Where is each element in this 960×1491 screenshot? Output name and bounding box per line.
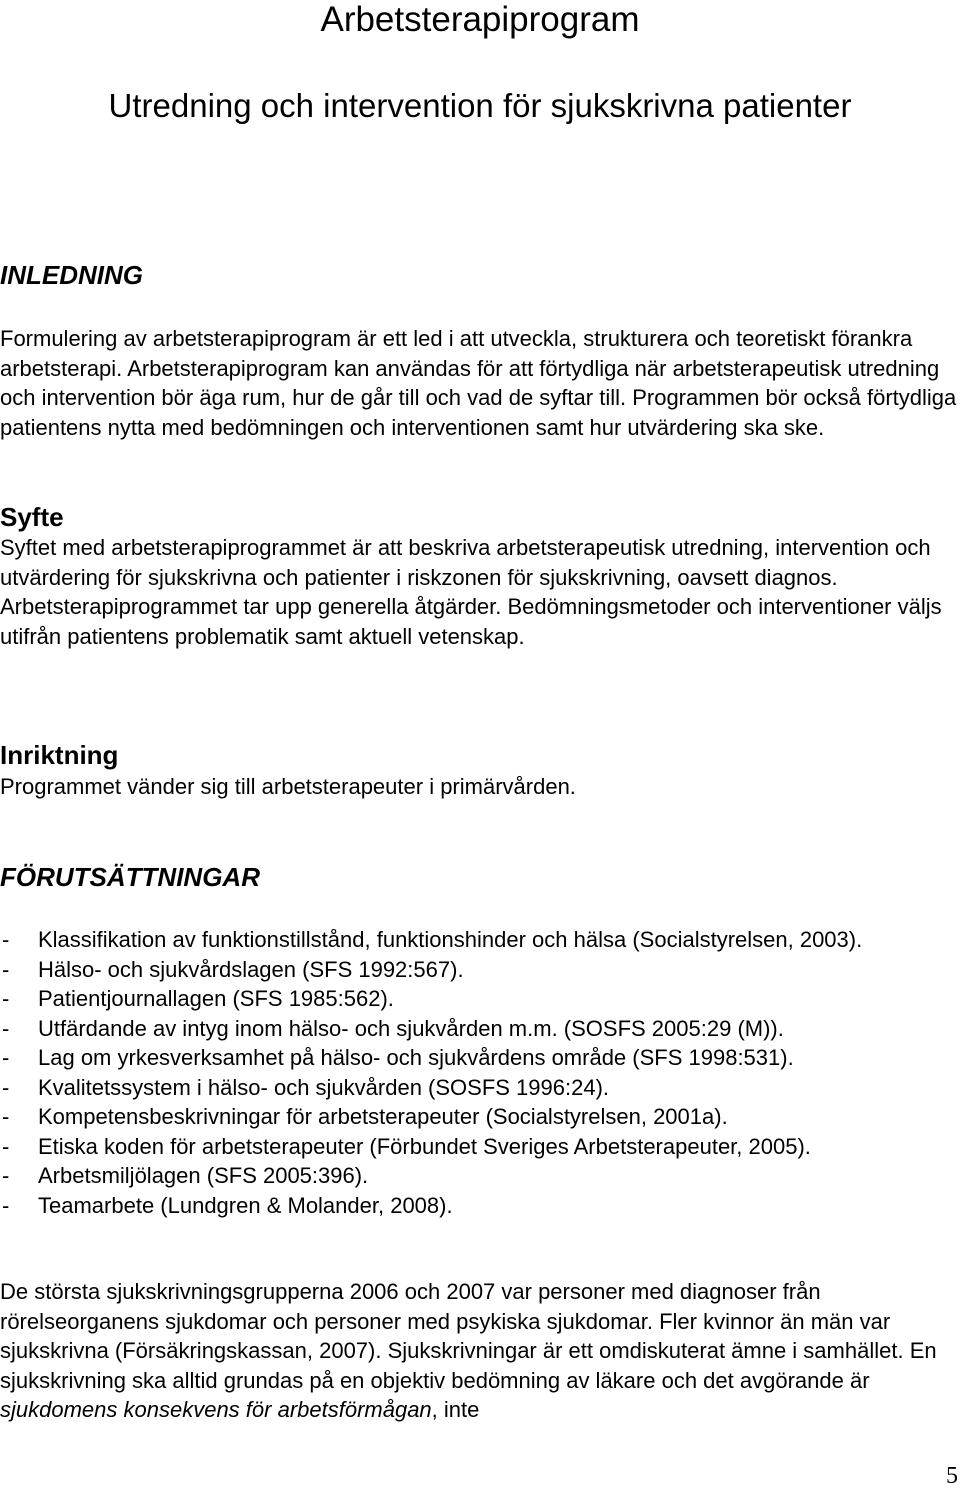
list-item	[0, 1102, 960, 1132]
list-item-text: Lag om yrkesverksamhet på hälso- och sjukvårdens område (SFS 1998:531).	[38, 1045, 794, 1070]
closing-text-start: De största sjukskrivningsgrupperna 2006 och 2007 var personer med diagnoser från rörelseorganens sjukdomar och personer med psykiska sjukdomar. Fler kvinnor än män var sjukskrivna (Försäkringskassan, 2007). Sjukskrivningar är ett omdiskuterat ämne i samhället. En sjukskrivning ska alltid grundas på en objektiv bedömning av läkare och det avgörande är	[0, 1279, 937, 1393]
list-item-text: Arbetsmiljölagen (SFS 2005:396).	[38, 1163, 369, 1188]
list-item-text: Teamarbete (Lundgren & Molander, 2008).	[38, 1192, 453, 1218]
page-number: 5	[946, 1463, 958, 1489]
list-dash: -	[2, 927, 10, 952]
heading-inriktning: Inriktning	[0, 740, 119, 770]
list-dash: -	[2, 1133, 10, 1159]
heading-syfte: Syfte	[0, 502, 64, 532]
forutsattningar-list	[0, 925, 960, 1220]
heading-forutsattningar: FÖRUTSÄTTNINGAR	[0, 862, 260, 892]
list-item	[0, 1073, 960, 1103]
paragraph-syfte: Syftet med arbetsterapiprogrammet är att beskriva arbetsterapeutisk utredning, intervention och utvärdering för sjukskrivna och patienter i riskzonen för sjukskrivning, oavsett diagnos. Arbetsterapiprogrammet tar upp generella åtgärder. Bedömningsmetoder och interventioner väljs utifrån patientens problematik samt aktuell vetenskap.	[0, 535, 942, 649]
list-item-text: Hälso- och sjukvårdslagen (SFS 1992:567).	[38, 956, 464, 982]
list-dash: -	[2, 1104, 10, 1129]
list-item	[0, 1191, 960, 1221]
list-dash: -	[2, 1192, 10, 1218]
list-item-text: Utfärdande av intyg inom hälso- och sjukvården m.m. (SOSFS 2005:29 (M)).	[38, 1015, 784, 1041]
list-dash: -	[2, 1163, 10, 1188]
page-title: Arbetsterapiprogram	[320, 0, 640, 39]
list-item	[0, 925, 960, 955]
list-item-text: Etiska koden för arbetsterapeuter (Förbundet Sveriges Arbetsterapeuter, 2005).	[38, 1133, 811, 1159]
closing-text-italic: sjukdomens konsekvens för arbetsförmågan	[0, 1397, 432, 1422]
list-item	[0, 984, 960, 1014]
list-item-text: Patientjournallagen (SFS 1985:562).	[38, 986, 394, 1011]
list-item-text: Kvalitetssystem i hälso- och sjukvården (SOSFS 1996:24).	[38, 1074, 610, 1100]
list-dash: -	[2, 1015, 10, 1041]
page-subtitle: Utredning och intervention för sjukskrivna patienter	[108, 87, 852, 124]
list-item	[0, 1043, 960, 1073]
list-dash: -	[2, 986, 10, 1011]
list-item	[0, 955, 960, 985]
list-item	[0, 1014, 960, 1044]
list-dash: -	[2, 956, 10, 982]
list-item	[0, 1161, 960, 1191]
list-item-text: Klassifikation av funktionstillstånd, funktionshinder och hälsa (Socialstyrelsen, 2003).	[38, 927, 863, 952]
paragraph-inriktning: Programmet vänder sig till arbetsterapeuter i primärvården.	[0, 774, 576, 799]
closing-text-end: , inte	[431, 1397, 480, 1422]
list-item-text: Kompetensbeskrivningar för arbetsterapeuter (Socialstyrelsen, 2001a).	[38, 1104, 728, 1129]
list-dash: -	[2, 1074, 10, 1100]
paragraph-inledning: Formulering av arbetsterapiprogram är ett led i att utveckla, strukturera och teoretiskt förankra arbetsterapi. Arbetsterapiprogram kan användas för att förtydliga när arbetsterapeutisk utredning och intervention bör äga rum, hur de går till och vad de syftar till. Programmen bör också förtydliga patientens nytta med bedömningen och interventionen samt hur utvärdering ska ske.	[0, 326, 957, 440]
list-item	[0, 1132, 960, 1162]
list-dash: -	[2, 1045, 10, 1070]
heading-inledning: INLEDNING	[0, 260, 143, 290]
paragraph-closing	[0, 1277, 960, 1425]
